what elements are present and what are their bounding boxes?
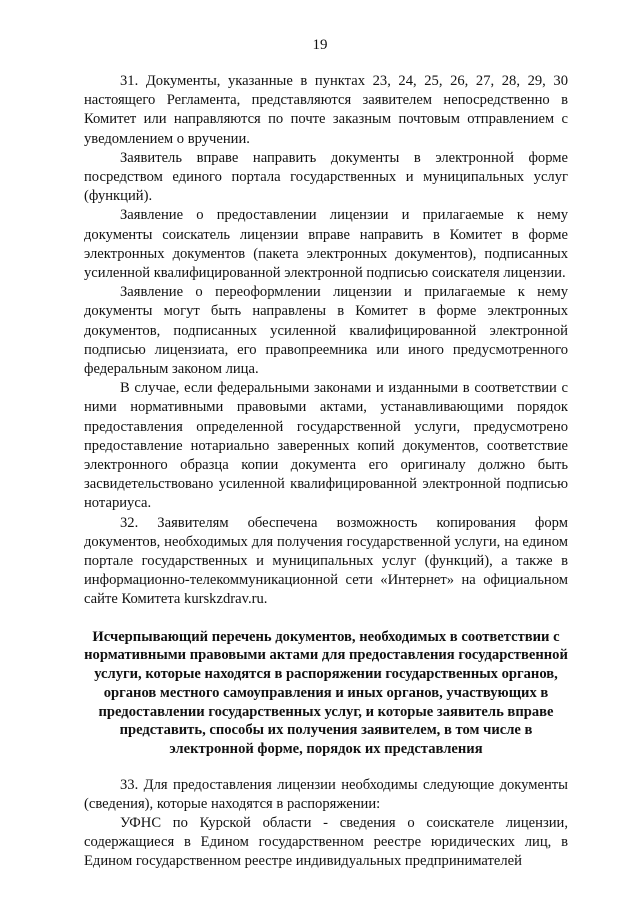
paragraph-notary-copies: В случае, если федеральными законами и изданными в соответствии с ними нормативными правовыми актами, устанавливающими порядок предоставления определенной государственной услуги, предусмотрено предоставление нотариально заверенных копий документов, соответствие электронного образца копии документа его оригиналу должно быть засвидетельствовано усиленной квалифицированной электронной подписью нотариуса. [84, 380, 568, 512]
page-number: 19 [312, 37, 328, 53]
paragraph-31: 31. Документы, указанные в пунктах 23, 24, 25, 26, 27, 28, 29, 30 настоящего Регламента, представляются заявителем непосредственно в Комитет или направляются по почте заказным почтовым отправлением с уведомлением о вручении. [84, 73, 568, 147]
paragraph-license-application: Заявление о предоставлении лицензии и прилагаемые к нему документы соискатель лицензии вправе направить в Комитет в форме электронных документов (пакета электронных документов), подписанных усиленной квалифицированной электронной подписью соискателя лицензии. [84, 207, 568, 282]
paragraph-ufns: УФНС по Курской области - сведения о соискателе лицензии, содержащиеся в Едином государственном реестре юридических лиц, в Едином государственном реестре индивидуальных предпринимателей [84, 815, 568, 870]
paragraph-32: 32. Заявителям обеспечена возможность копирования форм документов, необходимых для получения государственной услуги, на едином портале государственных и муниципальных услуг (функций), а также в информационно-телекоммуникационной сети «Интернет» на официальном сайте Комитета kurskzdrav.ru. [84, 514, 568, 608]
paragraph-33: 33. Для предоставления лицензии необходимы следующие документы (сведения), которые находятся в распоряжении: [84, 776, 568, 812]
section-heading: Исчерпывающий перечень документов, необходимых в соответствии с нормативными правовыми актами для предоставления государственной услуги, которые находятся в распоряжении государственных органов, органов местного самоуправления и иных органов, участвующих в предоставлении государственных услуг, и которые заявитель вправе представить, способы их получения заявителем, в том числе в электронной форме, порядок их представления [84, 628, 568, 757]
paragraph-electronic-submission: Заявитель вправе направить документы в электронной форме посредством единого портала государственных и муниципальных услуг (функций). [84, 149, 568, 205]
document-body [84, 72, 568, 872]
paragraph-license-reissue: Заявление о переоформлении лицензии и прилагаемые к нему документы могут быть направлены в Комитет в форме электронных документов, подписанных усиленной квалифицированной электронной подписью лицензиата, его правопреемника или иного предусмотренного федеральным законом лица. [84, 284, 568, 378]
